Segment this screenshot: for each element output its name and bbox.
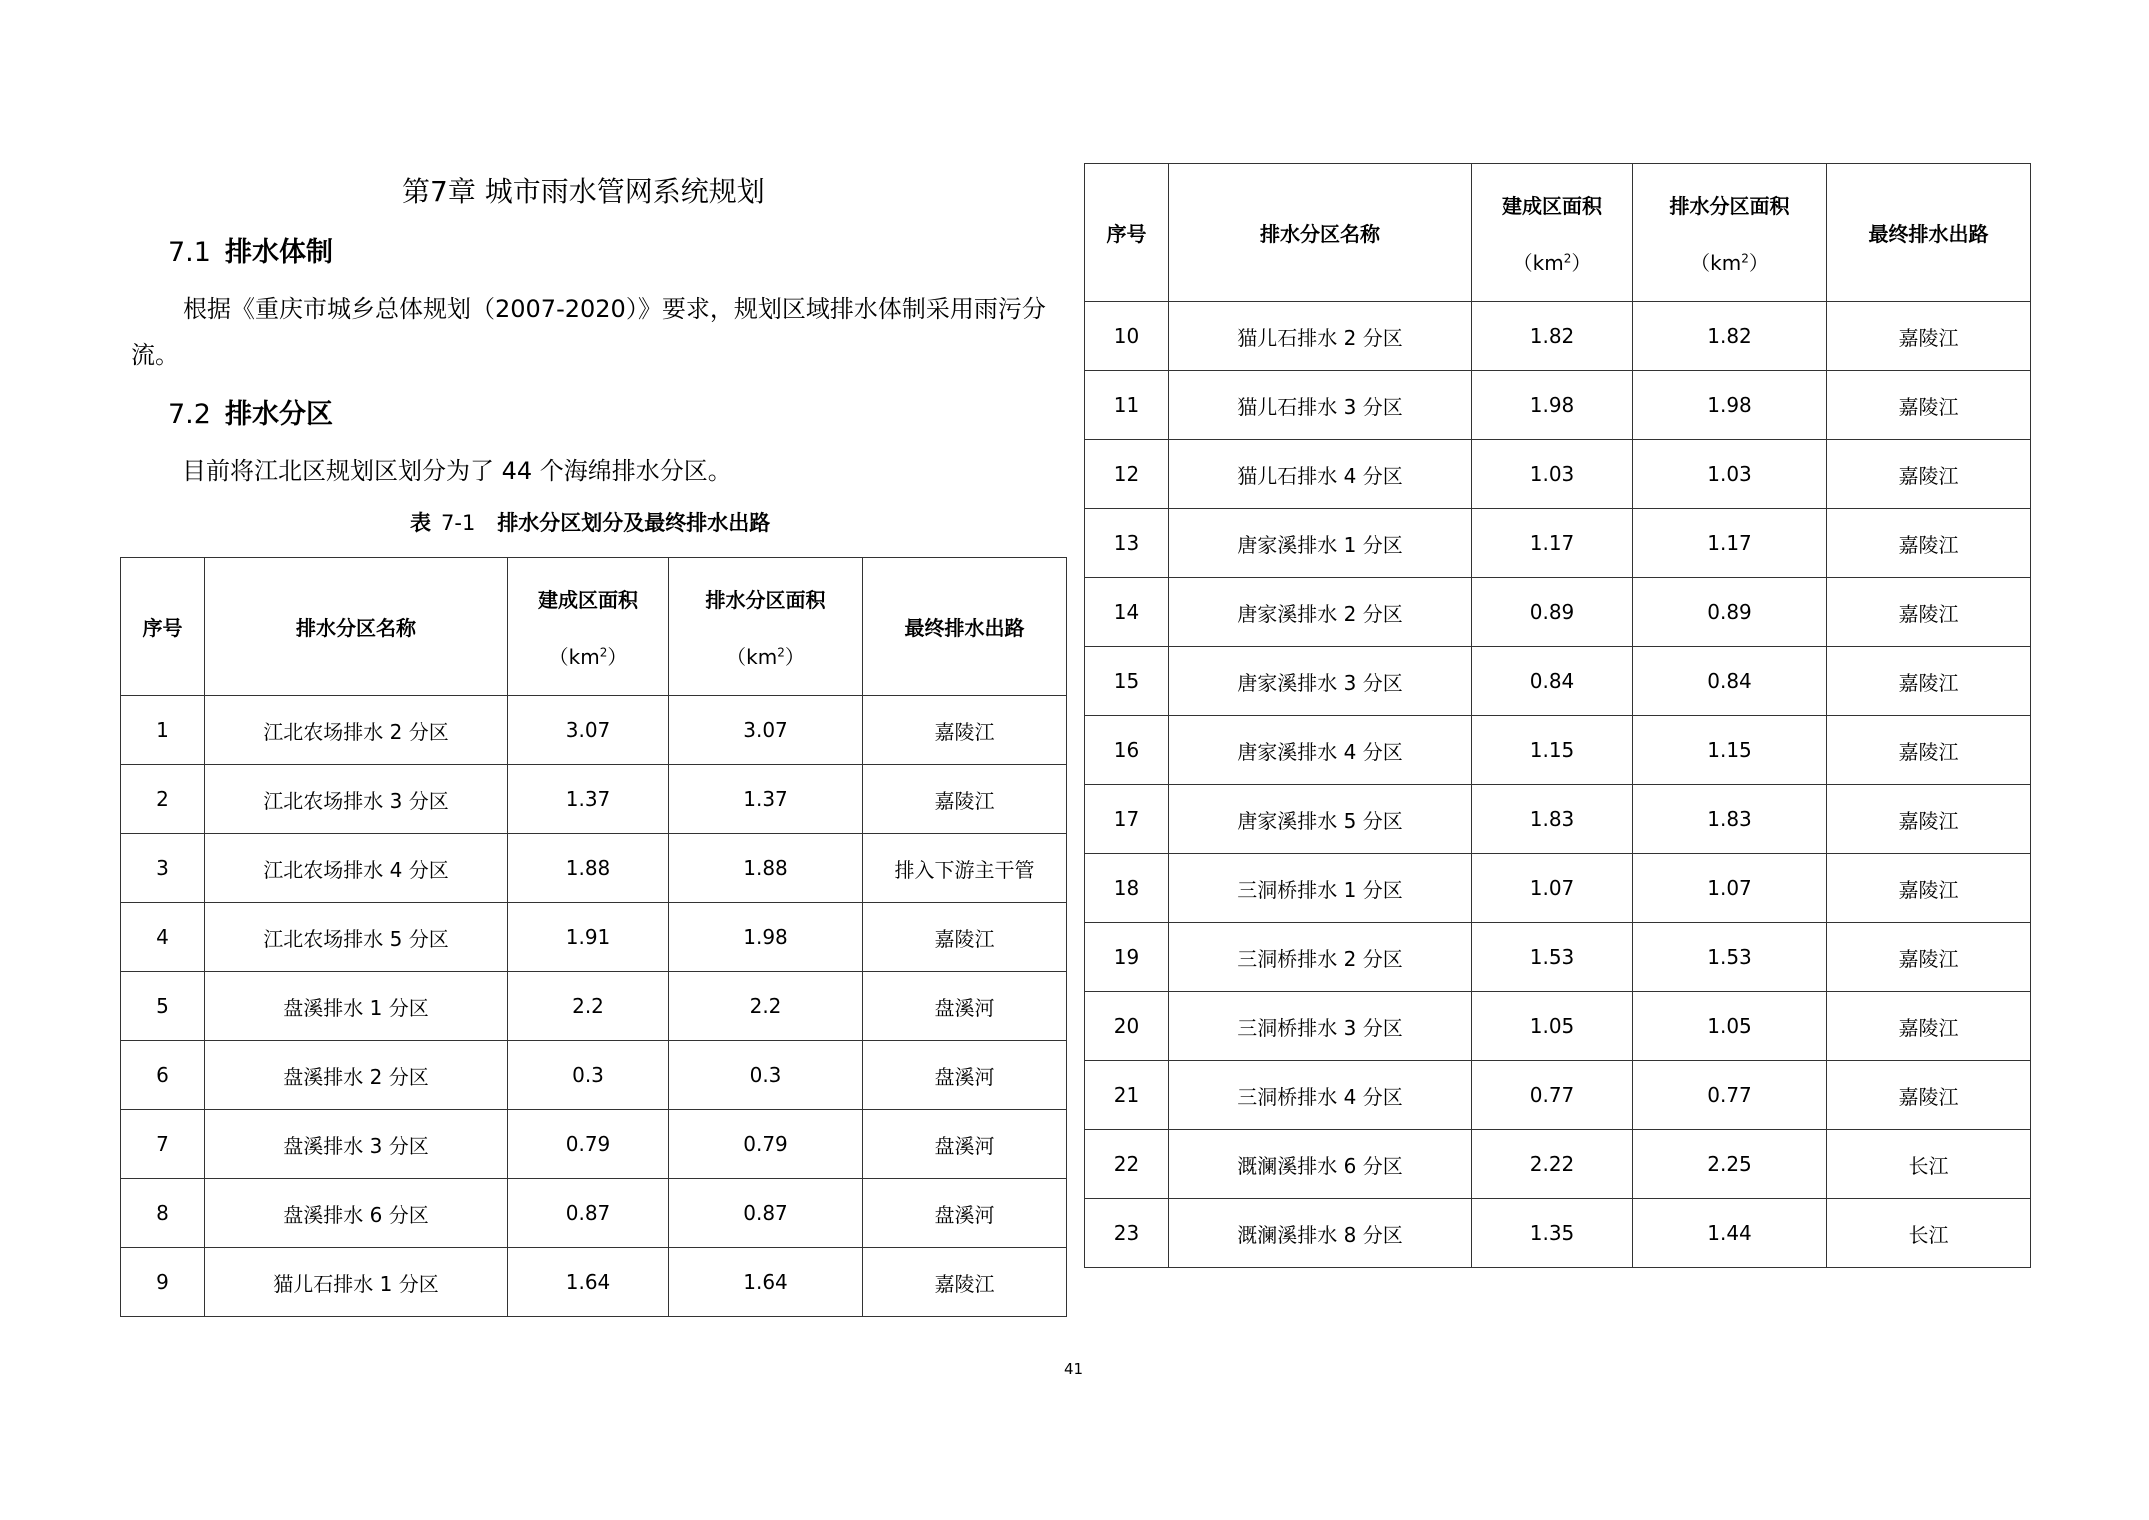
cell-zone-area: 0.79 [669, 1110, 863, 1179]
cell-zone-area: 1.98 [669, 903, 863, 972]
table-header-row [121, 558, 1067, 696]
page-number: 41 [1064, 1360, 1084, 1378]
cell-built-area: 1.82 [1472, 302, 1633, 371]
caption-title: 排水分区划分及最终排水出路 [497, 511, 771, 535]
cell-built-area: 1.07 [1472, 854, 1633, 923]
cell-name: 三洞桥排水 4 分区 [1169, 1061, 1472, 1130]
cell-built-area: 1.98 [1472, 371, 1633, 440]
table-row [1085, 923, 2031, 992]
paragraph-drainage-zones: 目前将江北区规划区划分为了 44 个海绵排水分区。 [182, 457, 732, 485]
unit-label: $(km^2)$ [1690, 250, 1769, 275]
cell-name: 唐家溪排水 3 分区 [1169, 647, 1472, 716]
cell-built-area: 1.88 [508, 834, 669, 903]
cell-outlet: 嘉陵江 [1827, 440, 2031, 509]
table-row [1085, 578, 2031, 647]
cell-outlet: 排入下游主干管 [863, 834, 1067, 903]
cell-index: 1 [121, 696, 205, 765]
table-row [1085, 1061, 2031, 1130]
cell-built-area: 0.89 [1472, 578, 1633, 647]
drainage-table-right [1084, 163, 2031, 1268]
cell-name: 江北农场排水 2 分区 [205, 696, 508, 765]
cell-index: 14 [1085, 578, 1169, 647]
header-built-area [1472, 164, 1633, 302]
cell-zone-area: 1.83 [1633, 785, 1827, 854]
cell-zone-area: 1.37 [669, 765, 863, 834]
cell-zone-area: 0.89 [1633, 578, 1827, 647]
table-body [121, 696, 1067, 1317]
section-heading-7-2 [168, 392, 333, 431]
cell-outlet: 嘉陵江 [863, 696, 1067, 765]
cell-name: 江北农场排水 5 分区 [205, 903, 508, 972]
table-row [1085, 785, 2031, 854]
cell-outlet: 盘溪河 [863, 1179, 1067, 1248]
cell-zone-area: 1.53 [1633, 923, 1827, 992]
table-row [1085, 992, 2031, 1061]
cell-index: 17 [1085, 785, 1169, 854]
caption-prefix: 表 [410, 511, 431, 535]
section-number: 7.1 [168, 237, 211, 268]
cell-index: 6 [121, 1041, 205, 1110]
table-row [121, 765, 1067, 834]
cell-outlet: 盘溪河 [863, 1041, 1067, 1110]
cell-index: 18 [1085, 854, 1169, 923]
cell-built-area: 1.37 [508, 765, 669, 834]
cell-index: 12 [1085, 440, 1169, 509]
cell-index: 13 [1085, 509, 1169, 578]
cell-outlet: 嘉陵江 [863, 903, 1067, 972]
cell-name: 江北农场排水 4 分区 [205, 834, 508, 903]
cell-zone-area: 0.77 [1633, 1061, 1827, 1130]
header-built-area [508, 558, 669, 696]
cell-index: 4 [121, 903, 205, 972]
table-row [121, 1041, 1067, 1110]
table-row [121, 834, 1067, 903]
table-row [1085, 509, 2031, 578]
cell-name: 盘溪排水 6 分区 [205, 1179, 508, 1248]
table-row [121, 1110, 1067, 1179]
cell-index: 9 [121, 1248, 205, 1317]
cell-built-area: 0.84 [1472, 647, 1633, 716]
table-row [1085, 647, 2031, 716]
header-outlet: 最终排水出路 [1827, 164, 2031, 302]
cell-name: 盘溪排水 2 分区 [205, 1041, 508, 1110]
cell-built-area: 1.03 [1472, 440, 1633, 509]
cell-name: 唐家溪排水 4 分区 [1169, 716, 1472, 785]
cell-built-area: 0.79 [508, 1110, 669, 1179]
cell-outlet: 嘉陵江 [863, 765, 1067, 834]
cell-built-area: 1.83 [1472, 785, 1633, 854]
cell-built-area: 2.2 [508, 972, 669, 1041]
unit-label: $(km^2)$ [726, 644, 805, 669]
table-body [1085, 302, 2031, 1268]
cell-name: 唐家溪排水 2 分区 [1169, 578, 1472, 647]
section-number: 7.2 [168, 399, 211, 430]
cell-outlet: 嘉陵江 [1827, 785, 2031, 854]
cell-outlet: 嘉陵江 [1827, 578, 2031, 647]
header-built-area-label: 建成区面积 [1502, 193, 1602, 218]
cell-index: 20 [1085, 992, 1169, 1061]
table-row [121, 1179, 1067, 1248]
cell-index: 8 [121, 1179, 205, 1248]
cell-outlet: 嘉陵江 [1827, 1061, 2031, 1130]
cell-name: 三洞桥排水 3 分区 [1169, 992, 1472, 1061]
cell-built-area: 0.87 [508, 1179, 669, 1248]
cell-index: 10 [1085, 302, 1169, 371]
section-heading-7-1 [168, 230, 333, 269]
cell-outlet: 长江 [1827, 1130, 2031, 1199]
cell-name: 唐家溪排水 1 分区 [1169, 509, 1472, 578]
cell-index: 16 [1085, 716, 1169, 785]
header-index: 序号 [1085, 164, 1169, 302]
table-caption [410, 507, 770, 537]
header-zone-area [669, 558, 863, 696]
cell-index: 2 [121, 765, 205, 834]
cell-name: 江北农场排水 3 分区 [205, 765, 508, 834]
cell-outlet: 嘉陵江 [863, 1248, 1067, 1317]
cell-name: 猫儿石排水 2 分区 [1169, 302, 1472, 371]
header-zone-area-label: 排水分区面积 [705, 587, 826, 612]
cell-outlet: 长江 [1827, 1199, 2031, 1268]
cell-index: 11 [1085, 371, 1169, 440]
table-row [1085, 302, 2031, 371]
cell-name: 溉澜溪排水 6 分区 [1169, 1130, 1472, 1199]
table-row [121, 972, 1067, 1041]
cell-zone-area: 1.44 [1633, 1199, 1827, 1268]
cell-zone-area: 1.07 [1633, 854, 1827, 923]
table-header-row [1085, 164, 2031, 302]
header-zone-area [1633, 164, 1827, 302]
cell-zone-area: 1.15 [1633, 716, 1827, 785]
unit-label: $(km^2)$ [1512, 250, 1592, 275]
cell-index: 22 [1085, 1130, 1169, 1199]
header-name: 排水分区名称 [205, 558, 508, 696]
cell-built-area: 3.07 [508, 696, 669, 765]
cell-built-area: 1.15 [1472, 716, 1633, 785]
header-name: 排水分区名称 [1169, 164, 1472, 302]
cell-name: 三洞桥排水 2 分区 [1169, 923, 1472, 992]
cell-outlet: 盘溪河 [863, 972, 1067, 1041]
cell-outlet: 嘉陵江 [1827, 302, 2031, 371]
section-title: 排水体制 [224, 237, 333, 268]
cell-zone-area: 2.25 [1633, 1130, 1827, 1199]
header-zone-area-label: 排水分区面积 [1669, 193, 1790, 218]
cell-zone-area: 1.03 [1633, 440, 1827, 509]
cell-outlet: 嘉陵江 [1827, 923, 2031, 992]
cell-zone-area: 0.87 [669, 1179, 863, 1248]
cell-zone-area: 1.82 [1633, 302, 1827, 371]
cell-index: 5 [121, 972, 205, 1041]
cell-built-area: 1.35 [1472, 1199, 1633, 1268]
cell-zone-area: 0.84 [1633, 647, 1827, 716]
caption-number: 7-1 [441, 511, 476, 535]
table-row [1085, 1130, 2031, 1199]
header-index: 序号 [121, 558, 205, 696]
header-outlet: 最终排水出路 [863, 558, 1067, 696]
cell-built-area: 0.3 [508, 1041, 669, 1110]
cell-zone-area: 1.17 [1633, 509, 1827, 578]
table-row [121, 1248, 1067, 1317]
cell-name: 猫儿石排水 3 分区 [1169, 371, 1472, 440]
cell-name: 盘溪排水 3 分区 [205, 1110, 508, 1179]
cell-built-area: 1.53 [1472, 923, 1633, 992]
table-row [1085, 371, 2031, 440]
cell-zone-area: 1.98 [1633, 371, 1827, 440]
cell-outlet: 嘉陵江 [1827, 854, 2031, 923]
paragraph-drainage-system: 根据《重庆市城乡总体规划（2007-2020）》要求，规划区域排水体制采用雨污分流。 [131, 295, 1046, 369]
cell-name: 唐家溪排水 5 分区 [1169, 785, 1472, 854]
cell-outlet: 嘉陵江 [1827, 647, 2031, 716]
cell-name: 溉澜溪排水 8 分区 [1169, 1199, 1472, 1268]
cell-zone-area: 0.3 [669, 1041, 863, 1110]
cell-zone-area: 1.64 [669, 1248, 863, 1317]
cell-name: 猫儿石排水 1 分区 [205, 1248, 508, 1317]
table-row [1085, 440, 2031, 509]
table-row [121, 696, 1067, 765]
cell-zone-area: 3.07 [669, 696, 863, 765]
table-row [1085, 716, 2031, 785]
cell-built-area: 1.91 [508, 903, 669, 972]
cell-built-area: 2.22 [1472, 1130, 1633, 1199]
drainage-table-left [120, 557, 1067, 1317]
cell-index: 23 [1085, 1199, 1169, 1268]
cell-index: 19 [1085, 923, 1169, 992]
table-row [121, 903, 1067, 972]
chapter-title: 第7章 城市雨水管网系统规划 [402, 175, 765, 208]
cell-zone-area: 1.88 [669, 834, 863, 903]
cell-built-area: 1.17 [1472, 509, 1633, 578]
cell-outlet: 嘉陵江 [1827, 992, 2031, 1061]
unit-label: $(km^2)$ [548, 644, 628, 669]
cell-index: 7 [121, 1110, 205, 1179]
header-built-area-label: 建成区面积 [538, 587, 638, 612]
cell-index: 15 [1085, 647, 1169, 716]
table-row [1085, 854, 2031, 923]
cell-index: 3 [121, 834, 205, 903]
cell-built-area: 1.05 [1472, 992, 1633, 1061]
cell-zone-area: 1.05 [1633, 992, 1827, 1061]
cell-name: 盘溪排水 1 分区 [205, 972, 508, 1041]
cell-zone-area: 2.2 [669, 972, 863, 1041]
cell-built-area: 0.77 [1472, 1061, 1633, 1130]
cell-index: 21 [1085, 1061, 1169, 1130]
table-row [1085, 1199, 2031, 1268]
cell-outlet: 嘉陵江 [1827, 509, 2031, 578]
section-title: 排水分区 [224, 399, 333, 430]
cell-outlet: 盘溪河 [863, 1110, 1067, 1179]
cell-outlet: 嘉陵江 [1827, 716, 2031, 785]
cell-outlet: 嘉陵江 [1827, 371, 2031, 440]
cell-name: 猫儿石排水 4 分区 [1169, 440, 1472, 509]
cell-name: 三洞桥排水 1 分区 [1169, 854, 1472, 923]
cell-built-area: 1.64 [508, 1248, 669, 1317]
